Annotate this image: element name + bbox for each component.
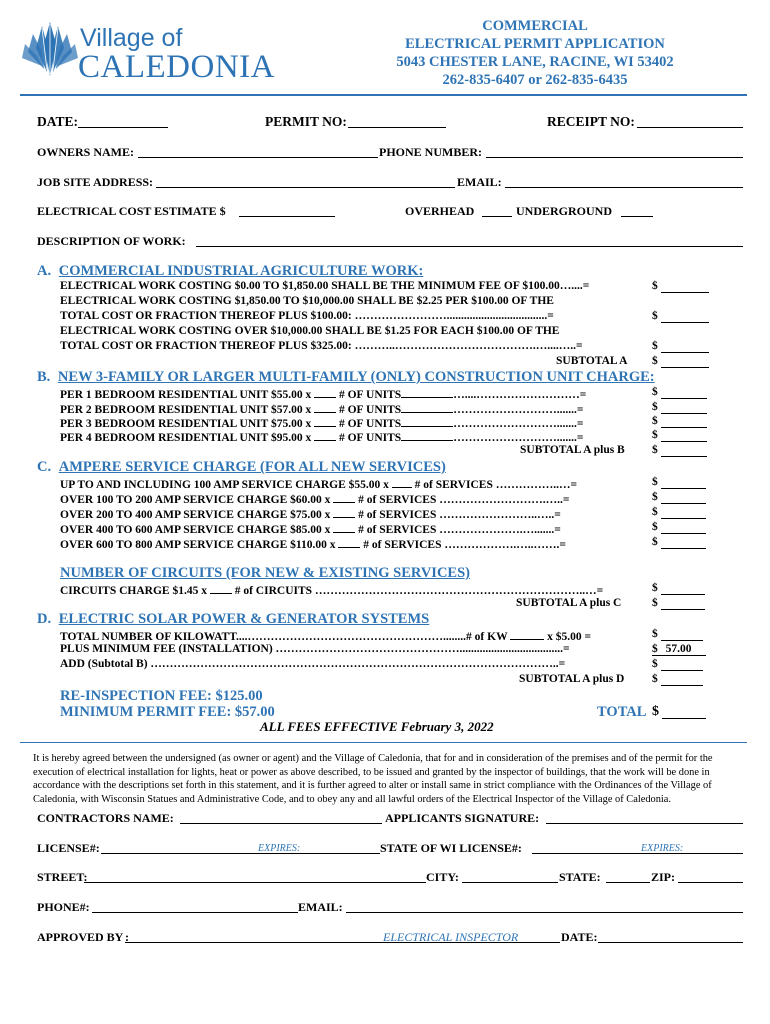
- subtotal-c-dollar: $: [652, 597, 658, 609]
- contractor-email-label: EMAIL:: [298, 900, 343, 914]
- receipt-no-field[interactable]: [637, 127, 743, 128]
- phone-label: PHONE#:: [37, 900, 90, 914]
- kw-rate: x $5.00 =: [547, 631, 592, 643]
- job-site-label: JOB SITE ADDRESS:: [37, 175, 154, 189]
- email-label: EMAIL:: [457, 175, 502, 189]
- zip-label: ZIP:: [651, 870, 675, 884]
- amount-b1-field[interactable]: [661, 398, 707, 399]
- amount-kw-dollar: $: [652, 628, 658, 640]
- city-field[interactable]: [462, 882, 558, 883]
- unit-row-4-qty-field[interactable]: [314, 429, 336, 441]
- amp-row-2-label: OVER 100 TO 200 AMP SERVICE CHARGE $60.00 x: [60, 494, 331, 506]
- electrical-inspector-label: ELECTRICAL INSPECTOR: [383, 930, 519, 944]
- min-fee-amount: [652, 643, 706, 656]
- form-subtitle: ELECTRICAL PERMIT APPLICATION: [405, 36, 665, 52]
- total-field[interactable]: [662, 718, 706, 719]
- section-a-heading: [37, 263, 423, 280]
- subtotal-d-field[interactable]: [661, 685, 703, 686]
- amount-a3-field[interactable]: [661, 352, 709, 353]
- unit-row-2-dots: ……………………….......=: [453, 404, 584, 416]
- applicants-signature-field[interactable]: [546, 823, 743, 824]
- amp-row-2: [60, 491, 569, 506]
- unit-row-3-units: # OF UNITS: [338, 418, 402, 430]
- amp-row-2-qty-field[interactable]: [333, 491, 355, 503]
- circuits-title: NUMBER OF CIRCUITS (FOR NEW & EXISTING SERVICES): [60, 565, 470, 581]
- amount-a3-dollar: $: [652, 340, 658, 352]
- circuits-qty-field[interactable]: [210, 582, 232, 594]
- unit-row-2-label: PER 2 BEDROOM RESIDENTIAL UNIT $57.00 x: [60, 404, 312, 416]
- caledonia-logo-icon: [20, 14, 80, 84]
- street-label: STREET:: [37, 870, 88, 884]
- amp-row-4-label: OVER 400 TO 600 AMP SERVICE CHARGE $85.00 x: [60, 524, 331, 536]
- circuits-heading: [60, 565, 470, 582]
- section-c-title: AMPERE SERVICE CHARGE (FOR ALL NEW SERVICES): [58, 459, 446, 475]
- underground-field[interactable]: [621, 216, 653, 217]
- total-label: TOTAL: [597, 704, 647, 720]
- office-address: 5043 CHESTER LANE, RACINE, WI 53402: [396, 54, 674, 70]
- amp-row-5-qty-field[interactable]: [338, 536, 360, 548]
- approved-by-label: APPROVED BY: [37, 930, 124, 944]
- header-divider: [20, 94, 747, 96]
- amount-c3-field[interactable]: [661, 518, 706, 519]
- amp-row-3-qty-field[interactable]: [333, 506, 355, 518]
- subtotal-c-field[interactable]: [661, 609, 705, 610]
- phone-number-field[interactable]: [486, 157, 743, 158]
- amount-b1-dollar: $: [652, 386, 658, 398]
- section-b-letter: B.: [37, 369, 51, 385]
- date-field[interactable]: [78, 127, 168, 128]
- overhead-label: OVERHEAD: [405, 204, 475, 218]
- amount-circuits-dollar: $: [652, 582, 658, 594]
- amount-b2-field[interactable]: [661, 413, 707, 414]
- section-d-letter: D.: [37, 611, 52, 627]
- amount-b3-dollar: $: [652, 415, 658, 427]
- state-field[interactable]: [606, 882, 650, 883]
- zip-field[interactable]: [678, 882, 743, 883]
- unit-row-4-units: # OF UNITS: [338, 432, 402, 444]
- unit-row-1-units: # OF UNITS: [338, 389, 402, 401]
- agreement-divider: [20, 742, 747, 743]
- owners-name-label: OWNERS NAME:: [37, 145, 135, 159]
- section-a-line-1: ELECTRICAL WORK COSTING $0.00 TO $1,850.00 SHALL BE THE MINIMUM FEE OF $100.00…....=: [60, 280, 590, 292]
- min-fee-value: 57.00: [665, 643, 692, 655]
- unit-row-2-units: # OF UNITS: [338, 404, 402, 416]
- amount-c5-dollar: $: [652, 536, 658, 548]
- section-a-line-5: TOTAL COST OR FRACTION THEREOF PLUS $325.00: ………..……………………………….…....…..=: [60, 340, 583, 352]
- amount-add-b-dollar: $: [652, 658, 658, 670]
- underground-label: UNDERGROUND: [516, 204, 612, 218]
- section-a-line-2: ELECTRICAL WORK COSTING $1,850.00 TO $10,000.00 SHALL BE $2.25 PER $100.00 OF THE: [60, 295, 554, 307]
- office-phones: 262-835-6407 or 262-835-6435: [442, 72, 628, 88]
- section-a-title: COMMERCIAL INDUSTRIAL AGRICULTURE WORK:: [58, 263, 424, 279]
- license-label: LICENSE#:: [37, 841, 100, 855]
- amp-row-5: [60, 536, 566, 551]
- contractor-email-field[interactable]: [346, 912, 743, 913]
- amount-a2-dollar: $: [652, 310, 658, 322]
- amp-row-1-qty-field[interactable]: [392, 476, 412, 488]
- amp-row-4: [60, 521, 561, 536]
- description-field[interactable]: [196, 246, 743, 247]
- permit-no-field[interactable]: [348, 127, 446, 128]
- phone-number-label: PHONE NUMBER:: [379, 145, 482, 159]
- amount-a1-dollar: $: [652, 280, 658, 292]
- overhead-field[interactable]: [482, 216, 512, 217]
- permit-no-label: PERMIT NO:: [265, 114, 347, 129]
- circuits-row: [60, 582, 603, 597]
- state-license-field[interactable]: [532, 853, 743, 854]
- amp-row-4-qty-field[interactable]: [333, 521, 355, 533]
- amp-row-4-svc: # of SERVICES ………………….….......=: [358, 524, 561, 536]
- contractors-name-field[interactable]: [180, 823, 382, 824]
- subtotal-c-label: SUBTOTAL A plus C: [516, 597, 622, 609]
- amount-c1-field[interactable]: [661, 488, 706, 489]
- reinspection-fee: RE-INSPECTION FEE: $125.00: [60, 688, 263, 704]
- approval-date-field[interactable]: [598, 942, 743, 943]
- section-c-heading: [37, 459, 446, 476]
- cost-estimate-label: ELECTRICAL COST ESTIMATE $: [37, 204, 226, 218]
- subtotal-b-dollar: $: [652, 444, 658, 456]
- section-d-heading: [37, 611, 429, 628]
- subtotal-a-label: SUBTOTAL A: [556, 355, 628, 367]
- amount-add-b-field[interactable]: [661, 670, 703, 671]
- subtotal-d-dollar: $: [652, 673, 658, 685]
- state-license-expires-label: EXPIRES:: [641, 843, 684, 854]
- form-title: COMMERCIAL: [482, 18, 588, 34]
- logo-caledonia-text: CALEDONIA: [78, 49, 275, 85]
- subtotal-b-field[interactable]: [661, 456, 707, 457]
- amp-row-1: [60, 476, 577, 491]
- section-d-title: ELECTRIC SOLAR POWER & GENERATOR SYSTEMS: [58, 611, 430, 627]
- amount-c2-dollar: $: [652, 491, 658, 503]
- form-header: [370, 17, 700, 89]
- amount-c4-field[interactable]: [661, 533, 706, 534]
- unit-row-4-dots: ……………………….......=: [453, 432, 584, 444]
- unit-row-1-units-field[interactable]: [401, 386, 453, 398]
- fees-effective-note: ALL FEES EFFECTIVE February 3, 2022: [260, 719, 494, 734]
- min-fee-dollar: $: [652, 643, 658, 655]
- subtotal-a-field[interactable]: [661, 367, 709, 368]
- amp-row-1-label: UP TO AND INCLUDING 100 AMP SERVICE CHARGE $55.00 x: [60, 479, 389, 491]
- unit-row-3: [60, 415, 583, 430]
- phone-field[interactable]: [92, 912, 298, 913]
- email-field[interactable]: [505, 187, 743, 188]
- subtotal-d-label: SUBTOTAL A plus D: [519, 673, 625, 685]
- unit-row-2-qty-field[interactable]: [314, 401, 336, 413]
- amp-row-3-label: OVER 200 TO 400 AMP SERVICE CHARGE $75.00 x: [60, 509, 331, 521]
- unit-row-3-label: PER 3 BEDROOM RESIDENTIAL UNIT $75.00 x: [60, 418, 312, 430]
- amp-row-1-svc: # of SERVICES ……………..…=: [414, 479, 578, 491]
- section-c-letter: C.: [37, 459, 52, 475]
- unit-row-1: [60, 386, 586, 401]
- approval-date-label: DATE:: [561, 930, 598, 944]
- amount-c2-field[interactable]: [661, 503, 706, 504]
- unit-row-2: [60, 401, 583, 416]
- amount-c5-field[interactable]: [661, 548, 706, 549]
- kw-row: [60, 628, 591, 643]
- street-field[interactable]: [84, 882, 426, 883]
- license-expires-label: EXPIRES:: [258, 843, 301, 854]
- min-fee-label: PLUS MINIMUM FEE (INSTALLATION) …………………………………………....................................=: [60, 643, 570, 655]
- agreement-text: It is hereby agreed between the undersigned (as owner or agent) and the Village of Caledonia, that for and in consideration of the premises and of the permit for the execution of electrical installation for lights, heat or power as above described, to be issued and granted by the inspector of buildings, that the work will be done in accordance with the descriptions set forth in this statement, and it is further agreed to alter or install same in strict compliance with the Ordinances of the Village of Caledonia, with Wisconsin Statues and Administrative Code, and to obey any and all lawful orders of the Electrical Inspector of the Village of Caledonia.: [33, 753, 713, 805]
- state-label: STATE:: [559, 870, 601, 884]
- date-label: DATE:: [37, 114, 79, 129]
- contractors-name-label: CONTRACTORS NAME:: [37, 811, 174, 825]
- amp-row-5-label: OVER 600 TO 800 AMP SERVICE CHARGE $110.00 x: [60, 539, 336, 551]
- amount-b3-field[interactable]: [661, 427, 707, 428]
- logo-village-text: Village of: [80, 24, 183, 52]
- kw-qty-field[interactable]: [510, 628, 544, 640]
- add-subtotal-b-label: ADD (Subtotal B) ……………………………………………………………………………………………..=: [60, 658, 566, 670]
- unit-row-3-units-field[interactable]: [401, 415, 453, 427]
- license-field[interactable]: [101, 853, 380, 854]
- city-label: CITY:: [426, 870, 459, 884]
- receipt-no-label: RECEIPT NO:: [547, 114, 635, 129]
- amp-row-3-svc: # of SERVICES ……………………..…..=: [358, 509, 561, 521]
- amp-row-3: [60, 506, 561, 521]
- owners-name-field[interactable]: [138, 157, 378, 158]
- circuits-dots: # of CIRCUITS ……………………………………………………………..…=: [234, 585, 604, 597]
- section-a-line-3: TOTAL COST OR FRACTION THEREOF PLUS $100.00: ……………………...................................=: [60, 310, 554, 322]
- unit-row-3-dots: ……………………….......=: [453, 418, 584, 430]
- section-b-heading: [37, 369, 655, 386]
- section-a-line-4: ELECTRICAL WORK COSTING OVER $10,000.00 SHALL BE $1.25 FOR EACH $100.00 OF THE: [60, 325, 560, 337]
- applicants-signature-label: APPLICANTS SIGNATURE:: [385, 811, 540, 825]
- job-site-field[interactable]: [156, 187, 455, 188]
- unit-row-4-units-field[interactable]: [401, 429, 453, 441]
- unit-row-1-qty-field[interactable]: [314, 386, 336, 398]
- cost-estimate-field[interactable]: [239, 216, 335, 217]
- amount-c3-dollar: $: [652, 506, 658, 518]
- amp-row-2-svc: # of SERVICES ……………………….…..=: [358, 494, 570, 506]
- amount-b4-dollar: $: [652, 429, 658, 441]
- total-dollar: $: [652, 704, 659, 719]
- unit-row-4-label: PER 4 BEDROOM RESIDENTIAL UNIT $95.00 x: [60, 432, 312, 444]
- minimum-permit-fee: MINIMUM PERMIT FEE: $57.00: [60, 704, 275, 720]
- unit-row-1-label: PER 1 BEDROOM RESIDENTIAL UNIT $55.00 x: [60, 389, 312, 401]
- unit-row-4: [60, 429, 583, 444]
- circuits-label: CIRCUITS CHARGE $1.45 x: [60, 585, 207, 597]
- state-license-label: STATE OF WI LICENSE#:: [380, 841, 522, 855]
- amount-circuits-field[interactable]: [661, 594, 705, 595]
- kw-label: TOTAL NUMBER OF KILOWATT....……………………………………………........# of KW: [60, 631, 508, 643]
- approved-by-colon: :: [125, 930, 129, 944]
- unit-row-1-dots: …....………………………=: [453, 389, 587, 401]
- subtotal-a-dollar: $: [652, 355, 658, 367]
- description-label: DESCRIPTION OF WORK:: [37, 234, 186, 248]
- section-a-letter: A.: [37, 263, 52, 279]
- subtotal-b-label: SUBTOTAL A plus B: [520, 444, 625, 456]
- amount-c1-dollar: $: [652, 476, 658, 488]
- amount-c4-dollar: $: [652, 521, 658, 533]
- amp-row-5-svc: # of SERVICES ……………….…..…….=: [363, 539, 566, 551]
- unit-row-2-units-field[interactable]: [401, 401, 453, 413]
- amount-a2-field[interactable]: [661, 322, 709, 323]
- amount-kw-field[interactable]: [661, 640, 703, 641]
- amount-b2-dollar: $: [652, 401, 658, 413]
- amount-a1-field[interactable]: [661, 292, 709, 293]
- section-b-title: NEW 3-FAMILY OR LARGER MULTI-FAMILY (ONLY) CONSTRUCTION UNIT CHARGE:: [57, 369, 655, 385]
- unit-row-3-qty-field[interactable]: [314, 415, 336, 427]
- amount-b4-field[interactable]: [661, 441, 707, 442]
